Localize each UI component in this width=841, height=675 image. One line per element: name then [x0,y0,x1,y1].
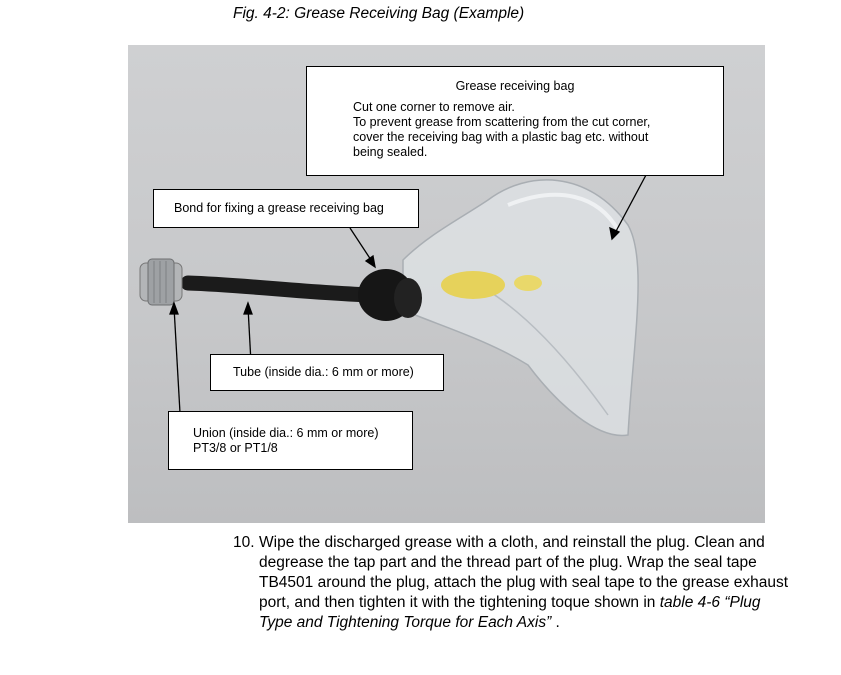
step-text-end: . [551,614,560,631]
bond-tape-edge [394,278,422,318]
callout-grease-bag-line-3: cover the receiving bag with a plastic bag etc. without [353,130,649,144]
figure-caption: Fig. 4-2: Grease Receiving Bag (Example) [233,5,525,22]
grease-blob-2 [514,275,542,291]
callout-bond-label: Bond for fixing a grease receiving bag [174,201,384,215]
grease-blob [441,271,505,299]
step-text-main: Wipe the discharged grease with a cloth, and reinstall the plug. Clean and degrease the tap part and the thread part of the plug. Wrap the seal tape TB4501 around the plug, attach the plug with seal tape to the grease exhaust port, and then tighten it with the tightening toque shown in [259,534,789,611]
union-nut [148,259,174,305]
callout-union-line-2: PT3/8 or PT1/8 [193,441,278,455]
callout-grease-bag [306,66,724,176]
callout-union [168,411,413,470]
callout-grease-bag-line-2: To prevent grease from scattering from the cut corner, [353,115,651,129]
callout-tube [210,354,444,391]
plastic-bag-shape [403,180,638,436]
step-10 [233,533,793,633]
step-text [259,533,793,633]
table-reference-link[interactable]: table 4-6 “Plug Type and Tightening Torque for Each Axis” [259,594,761,631]
callout-grease-bag-line-1: Cut one corner to remove air. [353,100,515,114]
grease-bag-photo [128,45,765,523]
tube [188,283,373,295]
step-number: 10. [233,534,255,551]
callout-bond [153,189,419,228]
callout-grease-bag-line-4: being sealed. [353,145,428,159]
callout-grease-bag-title: Grease receiving bag [455,79,575,93]
callout-tube-label: Tube (inside dia.: 6 mm or more) [233,365,414,379]
callout-union-line-1: Union (inside dia.: 6 mm or more) [193,426,379,440]
